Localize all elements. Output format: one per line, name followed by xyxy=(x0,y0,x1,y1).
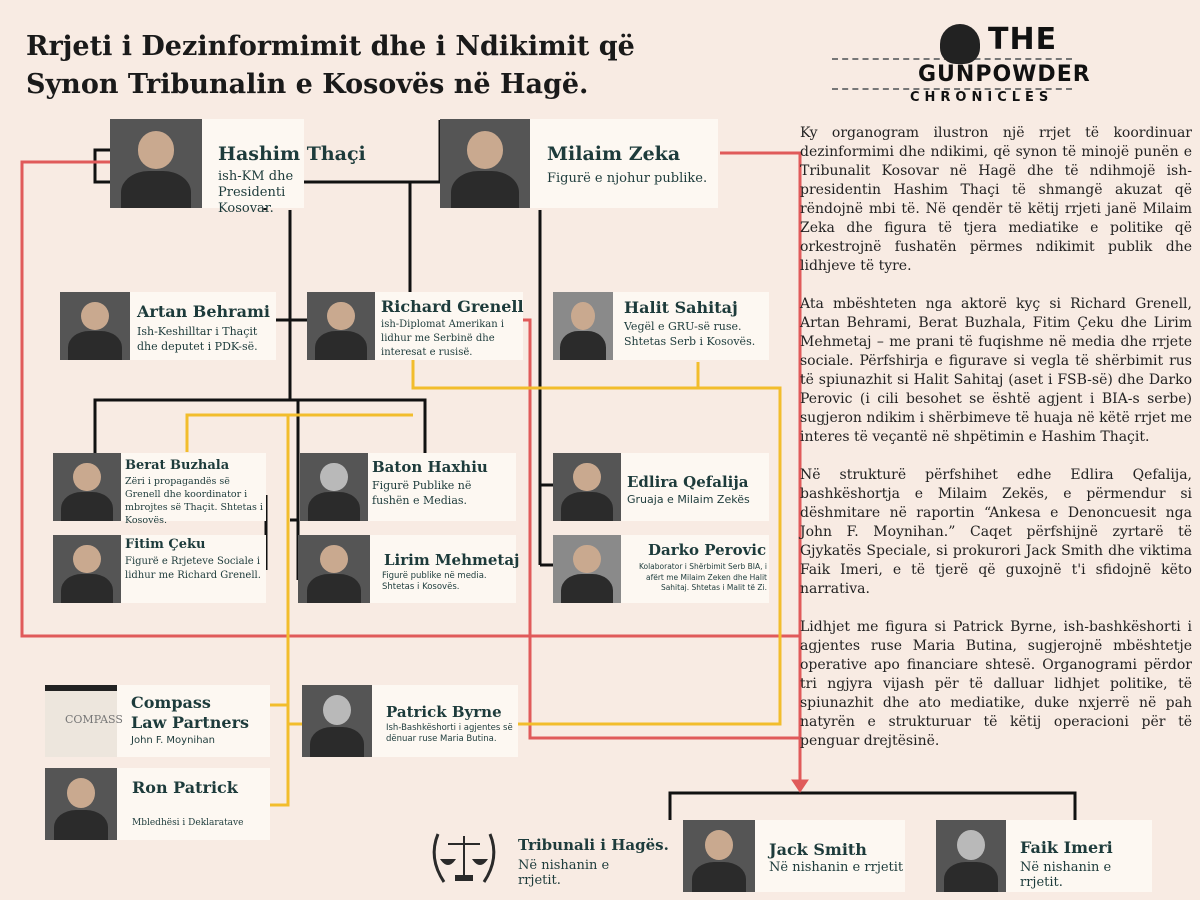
description-paragraph: Lidhjet me figura si Patrick Byrne, ish-bashkëshorti i agjentes ruse Maria Butina, sugjerojnë mbështetje operative apo financiare shtesë. Organogrami përdor tri ngjyra vijash për të dalluar lidhjet politike, të spiunazhit dhe ato mediatike, duke nxjerrë në pah natyrën e strukturuar të këtij operacioni për të penguar drejtësinë. xyxy=(800,619,1192,749)
compass-logo xyxy=(45,685,123,757)
node-name: Ron Patrick xyxy=(132,778,238,797)
compass-logo-text: COMPASS xyxy=(65,713,123,726)
node-subtitle: Kolaborator i Shërbimit Serb BIA, i afërt me Milaim Zeken dhe Halit Sahitaj. Shtetas i Malit të Zi. xyxy=(638,562,767,592)
node-tribunali-i-hages xyxy=(420,820,669,892)
milaim-zeka-photo xyxy=(440,119,530,208)
node-subtitle: Në nishanin e rrjetit. xyxy=(518,858,610,888)
node-edlira-qefalija xyxy=(553,453,769,521)
logo-line-2: GUNPOWDER xyxy=(918,62,1091,87)
node-subtitle: Vegël e GRU-së ruse. Shtetas Serb i Kosovës. xyxy=(624,320,756,348)
node-name: Hashim Thaçi xyxy=(218,143,366,165)
artan-behrami-photo xyxy=(60,292,130,360)
node-name: Patrick Byrne xyxy=(386,703,502,721)
node-halit-sahitaj xyxy=(553,292,769,360)
node-name: Edlira Qefalija xyxy=(627,473,749,491)
fitim-ceku-photo xyxy=(53,535,121,603)
node-milaim-zeka xyxy=(440,119,718,208)
richard-grenell-photo xyxy=(307,292,375,360)
faik-imeri-photo xyxy=(936,820,1006,892)
halit-sahitaj-photo xyxy=(553,292,613,360)
node-subtitle: Figurë e njohur publike. xyxy=(547,171,708,186)
node-name: Fitim Çeku xyxy=(125,537,206,552)
description-text xyxy=(800,124,1192,770)
description-paragraph: Ky organogram ilustron një rrjet të koordinuar dezinformimi dhe ndikimi, që synon të minojë punën e Tribunalit Kosovar në Hagë dhe të ndihmojë ish-presidentin Hashim Thaçi të shmangë akuzat që rëndojnë mbi të. Në qendër të këtij rrjeti janë Milaim Zeka dhe figura të tjera mediatike e politike që orkestrojnë fushatën përmes ndikimit publik dhe lidhjeve të tyre. xyxy=(800,125,1192,274)
node-fitim-ceku xyxy=(53,535,266,603)
node-artan-behrami xyxy=(60,292,276,360)
node-faik-imeri xyxy=(936,820,1152,892)
node-name: Milaim Zeka xyxy=(547,143,681,165)
node-name: Lirim Mehmetaj xyxy=(384,551,520,569)
node-name: Richard Grenell xyxy=(381,297,524,316)
darko-perovic-photo xyxy=(553,535,621,603)
node-name: Baton Haxhiu xyxy=(372,458,488,476)
node-subtitle: ish-Diplomat Amerikan i lidhur me Serbinë dhe interesat e rusisë. xyxy=(381,319,505,358)
patrick-byrne-photo xyxy=(302,685,372,757)
description-paragraph: Në strukturë përfshihet edhe Edlira Qefalija, bashkëshortja e Milaim Zekës, e përmendur si dëshmitare në raportin “Ankesa e Denoncuesit nga John F. Moynihan.” Caqet përfshijnë zyrtarë të Gjykatës Speciale, si prokurori Jack Smith dhe viktima Faik Imeri, e të tjerë që guxojnë t'i sfidojnë këto narrativa. xyxy=(800,467,1192,597)
edlira-qefalija-photo xyxy=(553,453,621,521)
node-richard-grenell xyxy=(307,292,523,360)
baton-haxhiu-photo xyxy=(300,453,368,521)
node-name: Artan Behrami xyxy=(137,302,270,321)
logo-line-3: CHRONICLES xyxy=(910,90,1054,105)
node-subtitle: Në nishanin e rrjetit xyxy=(769,860,904,875)
page-title: Rrjeti i Dezinformimit dhe i Ndikimit që Synon Tribunalin e Kosovës në Hagë. xyxy=(26,31,635,100)
node-subtitle: Ish-Bashkëshorti i agjentes së dënuar ruse Maria Butina. xyxy=(386,723,513,744)
node-subtitle: Ish-Keshilltar i Thaçit dhe deputet i PDK-së. xyxy=(137,325,258,353)
node-name: Compass Law Partners xyxy=(131,693,249,732)
scales-of-justice-icon xyxy=(424,820,504,892)
node-baton-haxhiu xyxy=(300,453,516,521)
node-jack-smith xyxy=(683,820,905,892)
node-name: Faik Imeri xyxy=(1020,838,1113,857)
node-compass-law-partners xyxy=(45,685,270,757)
node-name: Halit Sahitaj xyxy=(624,298,738,317)
node-subtitle: Në nishanin e rrjetit. xyxy=(1020,860,1112,890)
description-paragraph: Ata mbështeten nga aktorë kyç si Richard Grenell, Artan Behrami, Berat Buzhala, Fitim Çeku dhe Lirim Mehmetaj – me prani të fuqishme në media dhe rrjete sociale. Përfshirja e figurave si vegla të shërbimit rus të spiunazhit si Halit Sahitaj (aset i FSB-së) dhe Darko Perovic (i cili besohet se është agjent i BIA-s serbe) sugjeron ndikim i shërbimeve të huaja në këtë rrjet me interes të veçantë në shpëtimin e Hashim Thaçit. xyxy=(800,296,1192,445)
node-subtitle: John F. Moynihan xyxy=(131,735,216,746)
node-subtitle: Figurë e Rrjeteve Sociale i lidhur me Richard Grenell. xyxy=(125,556,261,581)
node-subtitle: Figurë publike në media. Shtetas i Kosovës. xyxy=(382,571,487,592)
node-name: Berat Buzhala xyxy=(125,458,230,473)
node-name: Tribunali i Hagës. xyxy=(518,836,669,854)
node-subtitle: Gruaja e Milaim Zekës xyxy=(627,493,750,506)
node-hashim-thaci xyxy=(110,119,366,216)
node-ron-patrick xyxy=(45,768,270,840)
node-lirim-mehmetaj xyxy=(298,535,520,603)
node-subtitle: Mbledhësi i Deklaratave xyxy=(132,818,244,828)
berat-buzhala-photo xyxy=(53,453,121,521)
node-name: Darko Perovic xyxy=(648,541,767,559)
ron-patrick-photo xyxy=(45,768,117,840)
node-subtitle: Zëri i propagandës së Grenell dhe koordinator i mbrojtes së Thaçit. Shtetas i Kosovës. xyxy=(125,476,263,526)
logo-line-1: THE xyxy=(988,22,1058,57)
node-berat-buzhala xyxy=(53,453,266,526)
node-name: Jack Smith xyxy=(769,840,867,859)
jack-smith-photo xyxy=(683,820,755,892)
hashim-thaci-photo xyxy=(110,119,202,208)
lirim-mehmetaj-photo xyxy=(298,535,370,603)
node-darko-perovic xyxy=(553,535,769,603)
node-subtitle: ish-KM dhe Presidenti Kosovar. xyxy=(218,169,294,216)
node-patrick-byrne xyxy=(302,685,518,757)
node-subtitle: Figurë Publike në fushën e Medias. xyxy=(372,479,472,507)
